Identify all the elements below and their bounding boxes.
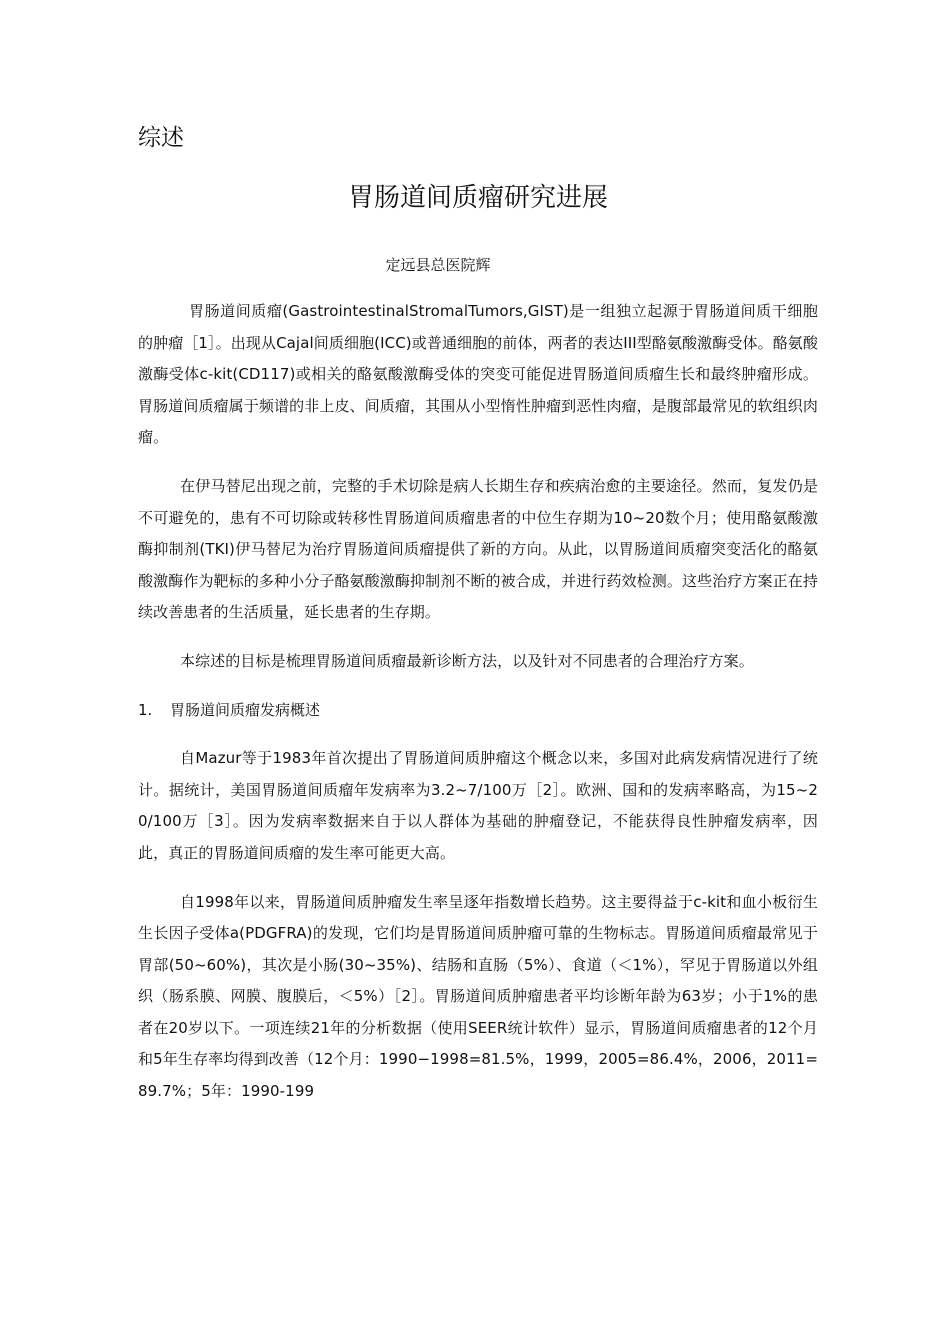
- paragraph-treatment-history: 在伊马替尼出现之前，完整的手术切除是病人长期生存和疾病治愈的主要途径。然而，复发仍是不可避免的，患有不可切除或转移性胃肠道间质瘤患者的中位生存期为10~20数个月；使用酪氨酸激酶抑制剂(TKI)伊马替尼为治疗胃肠道间质瘤提供了新的方向。从此，以胃肠道间质瘤突变活化的酪氨酸激酶作为靶标的多种小分子酪氨酸激酶抑制剂不断的被合成，并进行药效检测。这些治疗方案正在持续改善患者的生活质量，延长患者的生存期。: [138, 476, 818, 622]
- paragraph-incidence: 自Mazur等于1983年首次提出了胃肠道间质肿瘤这个概念以来，多国对此病发病情况进行了统计。据统计，美国胃肠道间质瘤年发病率为3.2~7/100万［2］。欧洲、国和的发病率略高，为15~20/100万［3］。因为发病率数据来自于以人群体为基础的肿瘤登记，不能获得良性肿瘤发病率，因此，真正的胃肠道间质瘤的发生率可能更大高。: [138, 749, 818, 862]
- paragraph-review-goal: 本综述的目标是梳理胃肠道间质瘤最新诊断方法，以及针对不同患者的合理治疗方案。: [180, 651, 754, 670]
- section-heading: [138, 695, 818, 727]
- author-line: 定远县总医院辉: [385, 256, 491, 274]
- document-title: 胃肠道间质瘤研究进展: [347, 183, 608, 213]
- paragraph-biomarkers: 自1998年以来，胃肠道间质肿瘤发生率呈逐年指数增长趋势。这主要得益于c-kit和血小板衍生生长因子受体a(PDGFRA)的发现，它们均是胃肠道间质肿瘤可靠的生物标志。胃肠道间质瘤最常见于胃部(50~60%)，其次是小肠(30~35%)、结肠和直肠（5%）、食道（＜1%），罕见于胃肠道以外组织（肠系膜、网膜、腹膜后，＜5%）［2］。胃肠道间质肿瘤患者平均诊断年龄为63岁；小于1%的患者在20岁以下。一项连续21年的分析数据（使用SEER统计软件）显示，胃肠道间质瘤患者的12个月和5年生存率均得到改善（12个月：1990−1998=81.5%，1999，2005=86.4%，2006，2011=89.7%；5年：1990-199: [138, 892, 818, 1101]
- section-number: 1.: [138, 700, 153, 719]
- section-label: 综述: [138, 125, 184, 151]
- document-body: [138, 296, 818, 1125]
- section-heading-text: 胃肠道间质瘤发病概述: [170, 700, 321, 719]
- paragraph-intro: 胃肠道间质瘤(GastrointestinalStromalTumors,GIST)是一组独立起源于胃肠道间质干细胞的肿瘤［1］。出现从Cajal间质细胞(ICC)或普通细胞的前体，两者的表达III型酪氨酸激酶受体。酪氨酸激酶受体c-kit(CD117)或相关的酪氨酸激酶受体的突变可能促进胃肠道间质瘤生长和最终肿瘤形成。胃肠道间质瘤属于频谱的非上皮、间质瘤，其围从小型惰性肿瘤到恶性肉瘤，是腹部最常见的软组织肉瘤。: [138, 302, 818, 447]
